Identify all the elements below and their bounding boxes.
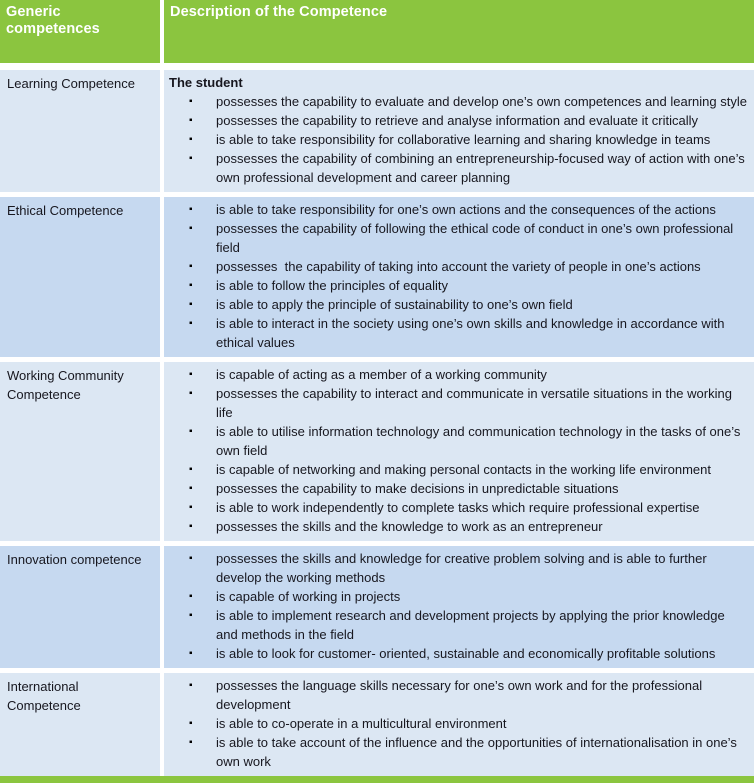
item-text: is able to take responsibility for one’s own actions and the consequences of the actions: [216, 202, 716, 217]
competence-item: [166, 460, 748, 479]
competence-item: [166, 587, 748, 606]
table-row: [0, 546, 754, 668]
square-bullet-icon: [189, 295, 193, 314]
competence-list: [166, 200, 748, 352]
item-text: possesses the capability to retrieve and analyse information and evaluate it critically: [216, 113, 698, 128]
square-bullet-icon: [189, 149, 193, 168]
square-bullet-icon: [189, 733, 193, 752]
competence-item: [166, 276, 748, 295]
competence-cell: [0, 70, 160, 192]
table-header-row: [0, 0, 754, 63]
competence-name: Learning Competence: [7, 76, 135, 91]
item-text: possesses the capability to make decisions in unpredictable situations: [216, 481, 619, 496]
competence-cell: [0, 362, 160, 541]
item-text: possesses the skills and knowledge for creative problem solving and is able to further develop the working methods: [216, 551, 711, 585]
square-bullet-icon: [189, 276, 193, 295]
table-row: [0, 197, 754, 357]
competence-name: International Competence: [7, 679, 81, 713]
competence-item: [166, 517, 748, 536]
competence-item: [166, 479, 748, 498]
item-text: possesses the skills and the knowledge to work as an entrepreneur: [216, 519, 603, 534]
square-bullet-icon: [189, 314, 193, 333]
competence-cell: [0, 673, 160, 776]
item-text: is able to take account of the influence and the opportunities of internationalisation in one’s own work: [216, 735, 741, 769]
bottom-green-bar: [0, 776, 754, 783]
item-text: is able to look for customer- oriented, sustainable and economically profitable solutions: [216, 646, 716, 661]
square-bullet-icon: [189, 517, 193, 536]
table-row: [0, 673, 754, 776]
description-cell: [164, 546, 754, 668]
competence-item: [166, 498, 748, 517]
competence-list: [166, 92, 748, 187]
item-text: possesses the capability of combining an entrepreneurship-focused way of action with one’s own professional development and career planning: [216, 151, 749, 185]
competence-item: [166, 714, 748, 733]
item-text: possesses the capability of taking into account the variety of people in one’s actions: [216, 259, 701, 274]
description-cell: [164, 197, 754, 357]
square-bullet-icon: [189, 587, 193, 606]
competence-list: [166, 365, 748, 536]
square-bullet-icon: [189, 219, 193, 238]
item-text: is able to utilise information technology and communication technology in the tasks of one’s own field: [216, 424, 745, 458]
description-cell: [164, 70, 754, 192]
competence-item: [166, 676, 748, 714]
competence-name: Innovation competence: [7, 552, 142, 567]
item-text: is able to take responsibility for collaborative learning and sharing knowledge in teams: [216, 132, 711, 147]
square-bullet-icon: [189, 257, 193, 276]
competence-item: [166, 257, 748, 276]
square-bullet-icon: [189, 676, 193, 695]
item-text: is capable of networking and making personal contacts in the working life environment: [216, 462, 711, 477]
competence-item: [166, 384, 748, 422]
competence-item: [166, 606, 748, 644]
square-bullet-icon: [189, 498, 193, 517]
intro-text: The student: [169, 75, 243, 90]
competence-item: [166, 314, 748, 352]
square-bullet-icon: [189, 92, 193, 111]
item-text: possesses the language skills necessary for one’s own work and for the professional development: [216, 678, 706, 712]
square-bullet-icon: [189, 130, 193, 149]
item-text: is capable of acting as a member of a working community: [216, 367, 547, 382]
competence-item: [166, 111, 748, 130]
square-bullet-icon: [189, 460, 193, 479]
competence-item: [166, 295, 748, 314]
competence-name: Working Community Competence: [7, 368, 124, 402]
square-bullet-icon: [189, 422, 193, 441]
square-bullet-icon: [189, 384, 193, 403]
competence-item: [166, 200, 748, 219]
item-text: possesses the capability of following the ethical code of conduct in one’s own professional field: [216, 221, 737, 255]
competence-cell: [0, 197, 160, 357]
competence-cell: [0, 546, 160, 668]
header-generic-competences: Generic competences: [0, 0, 160, 63]
competence-name: Ethical Competence: [7, 203, 124, 218]
item-text: is able to work independently to complete tasks which require professional expertise: [216, 500, 700, 515]
competence-item: [166, 149, 748, 187]
item-text: is able to interact in the society using one’s own skills and knowledge in accordance with ethical values: [216, 316, 729, 350]
competence-item: [166, 219, 748, 257]
square-bullet-icon: [189, 644, 193, 663]
item-text: is able to co-operate in a multicultural environment: [216, 716, 507, 731]
item-text: is able to apply the principle of sustainability to one’s own field: [216, 297, 573, 312]
competence-list: [166, 676, 748, 771]
item-text: is able to follow the principles of equality: [216, 278, 448, 293]
square-bullet-icon: [189, 111, 193, 130]
square-bullet-icon: [189, 714, 193, 733]
item-text: is capable of working in projects: [216, 589, 401, 604]
description-cell: [164, 673, 754, 776]
competence-item: [166, 644, 748, 663]
competence-item: [166, 422, 748, 460]
square-bullet-icon: [189, 365, 193, 384]
square-bullet-icon: [189, 200, 193, 219]
competence-list: [166, 549, 748, 663]
item-text: possesses the capability to interact and communicate in versatile situations in the working life: [216, 386, 736, 420]
square-bullet-icon: [189, 479, 193, 498]
competence-item: [166, 549, 748, 587]
description-cell: [164, 362, 754, 541]
competence-item: [166, 365, 748, 384]
competence-item: [166, 92, 748, 111]
table-row: [0, 70, 754, 192]
competence-item: [166, 130, 748, 149]
item-text: is able to implement research and development projects by applying the prior knowledge and methods in the field: [216, 608, 729, 642]
square-bullet-icon: [189, 606, 193, 625]
table-body: [0, 70, 754, 776]
item-text: possesses the capability to evaluate and develop one’s own competences and learning style: [216, 94, 747, 109]
square-bullet-icon: [189, 549, 193, 568]
table-row: [0, 362, 754, 541]
competence-item: [166, 733, 748, 771]
header-description: Description of the Competence: [164, 0, 754, 63]
